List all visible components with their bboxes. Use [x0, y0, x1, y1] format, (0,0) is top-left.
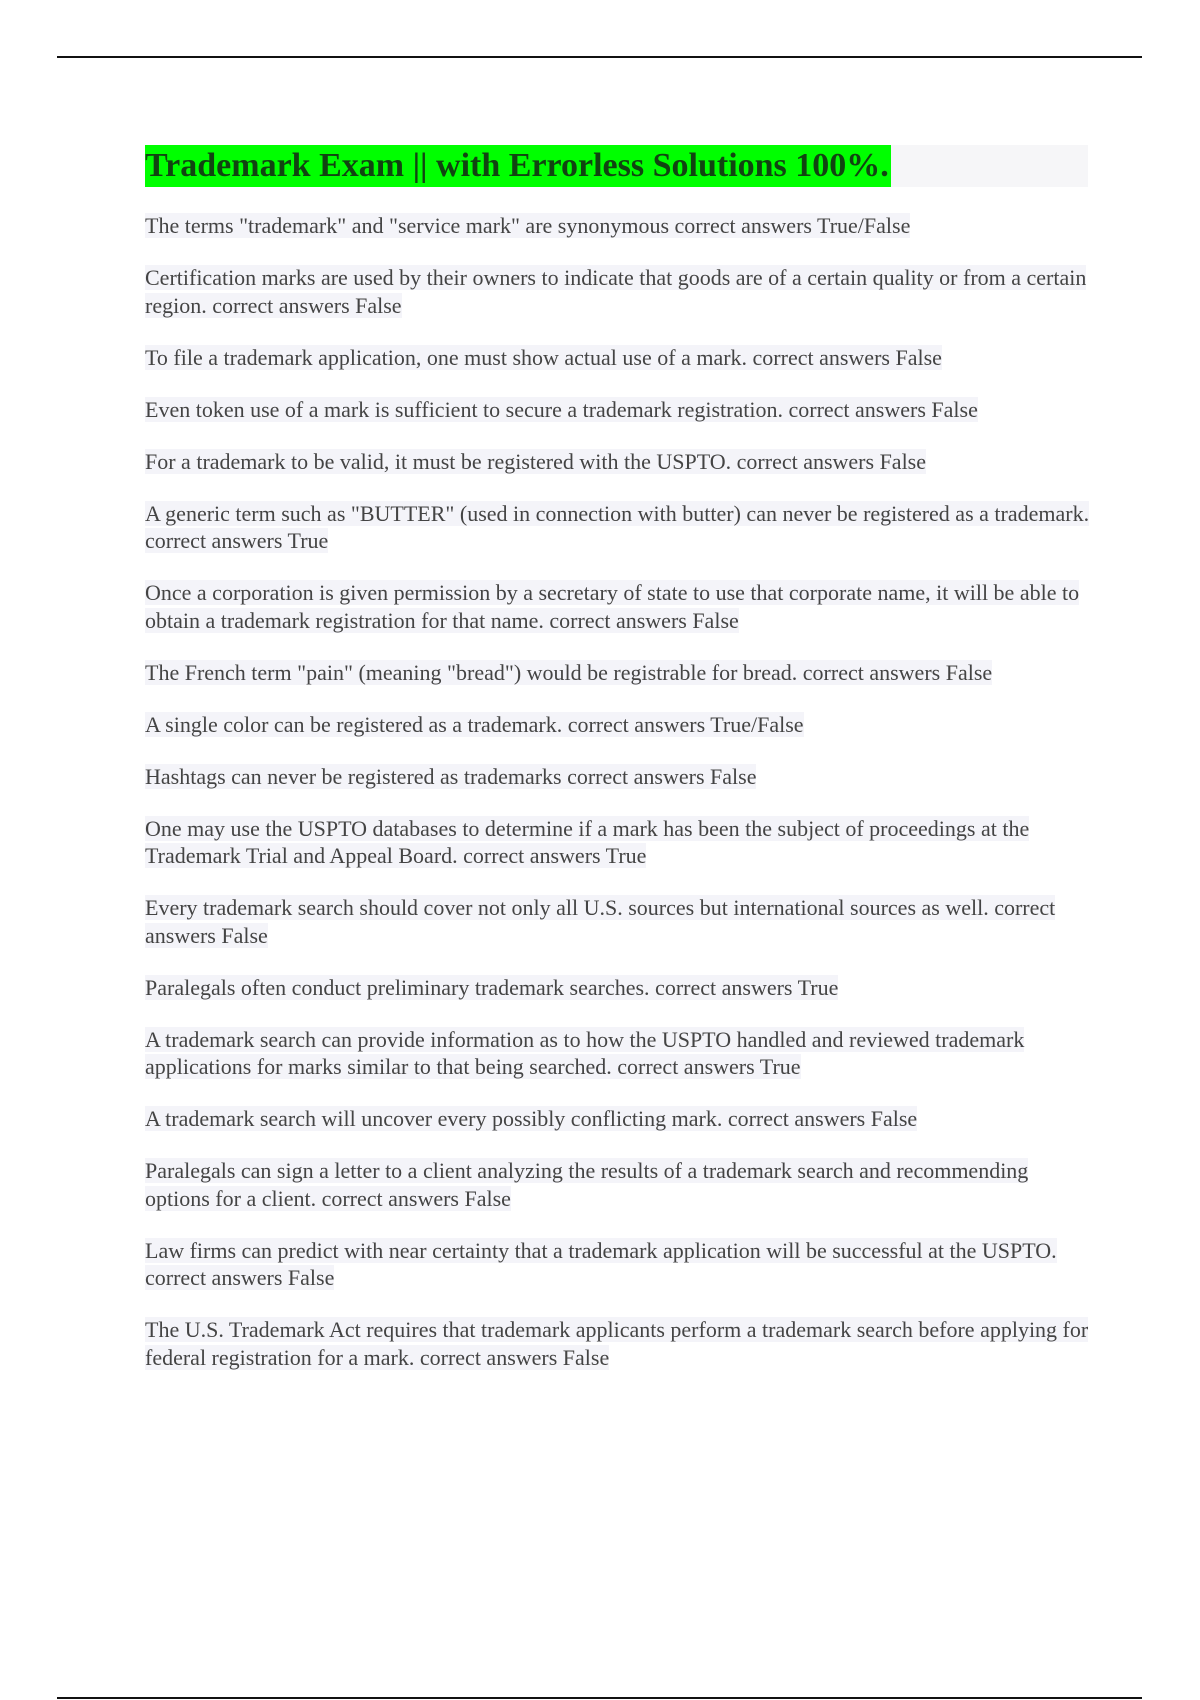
question-text: The French term "pain" (meaning "bread") would be registrable for bread. correct answers False	[145, 659, 993, 685]
footer-rule	[57, 1697, 1142, 1699]
question-item	[145, 1316, 1090, 1371]
question-item	[145, 448, 1090, 476]
question-item	[145, 711, 1090, 739]
question-item	[145, 264, 1090, 319]
question-text: Once a corporation is given permission by a secretary of state to use that corporate name, it will be able to obtain a trademark registration for that name. correct answers False	[145, 580, 1080, 633]
question-text: A trademark search will uncover every possibly conflicting mark. correct answers False	[145, 1106, 918, 1131]
question-item	[145, 579, 1090, 634]
question-text: Certification marks are used by their owners to indicate that goods are of a certain quality or from a certain region. correct answers False	[145, 265, 1087, 318]
question-text: Law firms can predict with near certainty that a trademark application will be successful at the USPTO. correct answers False	[145, 1237, 1057, 1290]
question-text: To file a trademark application, one must show actual use of a mark. correct answers False	[145, 344, 942, 370]
question-item	[145, 1237, 1090, 1292]
question-item	[145, 894, 1090, 949]
document-title: Trademark Exam || with Errorless Solutions 100%.	[145, 145, 891, 187]
question-item	[145, 344, 1090, 372]
question-text: Hashtags can never be registered as trademarks correct answers False	[145, 763, 757, 789]
header-rule	[57, 56, 1142, 58]
question-text: Paralegals often conduct preliminary trademark searches. correct answers True	[145, 974, 839, 1000]
question-text: The terms "trademark" and "service mark" are synonymous correct answers True/False	[145, 213, 911, 238]
question-text: The U.S. Trademark Act requires that trademark applicants perform a trademark search before applying for federal registration for a mark. correct answers False	[145, 1317, 1089, 1370]
question-text: A single color can be registered as a trademark. correct answers True/False	[145, 711, 804, 737]
question-text: A trademark search can provide information as to how the USPTO handled and reviewed trademark applications for marks similar to that being searched. correct answers True	[145, 1026, 1025, 1079]
question-item	[145, 212, 1090, 240]
question-item	[145, 396, 1090, 424]
question-text: For a trademark to be valid, it must be registered with the USPTO. correct answers False	[145, 448, 927, 474]
question-item	[145, 815, 1090, 870]
question-text: Even token use of a mark is sufficient to secure a trademark registration. correct answers False	[145, 396, 978, 422]
question-item	[145, 763, 1090, 791]
question-item	[145, 1105, 1090, 1133]
question-item	[145, 500, 1090, 555]
question-list	[145, 212, 1090, 1396]
question-item	[145, 659, 1090, 687]
question-item	[145, 1157, 1090, 1212]
question-text: One may use the USPTO databases to determine if a mark has been the subject of proceedings at the Trademark Trial and Appeal Board. correct answers True	[145, 815, 1030, 868]
question-text: Paralegals can sign a letter to a client analyzing the results of a trademark search and recommending options for a client. correct answers False	[145, 1158, 1029, 1211]
question-text: A generic term such as "BUTTER" (used in connection with butter) can never be registered as a trademark. correct answers True	[145, 500, 1090, 553]
question-text: Every trademark search should cover not only all U.S. sources but international sources as well. correct answers False	[145, 895, 1056, 948]
question-item	[145, 1026, 1090, 1081]
question-item	[145, 974, 1090, 1002]
